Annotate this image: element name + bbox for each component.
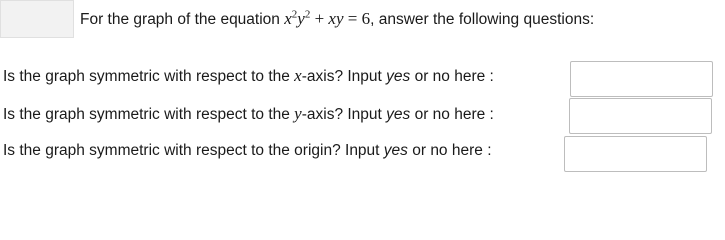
- variable-x: x: [294, 66, 302, 85]
- equation: [284, 9, 370, 28]
- eq-xy: xy: [328, 9, 344, 28]
- intro-prefix: For the graph of the equation: [80, 11, 285, 28]
- intro-suffix: , answer the following questions:: [370, 11, 595, 28]
- question-text: or no here :: [410, 106, 494, 123]
- eq-x-exponent: 2: [291, 8, 298, 21]
- question-y-axis: [3, 104, 494, 124]
- answer-input-y-axis[interactable]: [569, 98, 712, 134]
- question-text: or no here :: [410, 68, 494, 85]
- question-text: or no here :: [407, 142, 492, 159]
- question-text: Is the graph symmetric with respect to the: [3, 106, 295, 123]
- question-text: Is the graph symmetric with respect to the: [3, 68, 295, 85]
- yes-word: yes: [386, 68, 411, 85]
- question-text: -axis? Input: [301, 106, 387, 123]
- question-x-axis: [3, 66, 494, 86]
- eq-equals: =: [343, 9, 362, 28]
- blank-placeholder-box: [0, 0, 74, 38]
- answer-input-origin[interactable]: [564, 136, 707, 172]
- answer-input-x-axis[interactable]: [570, 61, 713, 97]
- eq-x: x: [284, 9, 292, 28]
- question-text: Is the graph symmetric with respect to the origin? Input: [3, 142, 384, 159]
- yes-word: yes: [383, 142, 408, 159]
- question-text: -axis? Input: [301, 68, 387, 85]
- eq-rhs: 6: [361, 9, 371, 28]
- eq-y: y: [297, 9, 305, 28]
- question-origin: [3, 142, 492, 160]
- yes-word: yes: [386, 106, 411, 123]
- variable-y: y: [294, 104, 302, 123]
- problem-statement: [80, 9, 594, 29]
- eq-y-exponent: 2: [304, 8, 311, 21]
- eq-plus: +: [310, 9, 329, 28]
